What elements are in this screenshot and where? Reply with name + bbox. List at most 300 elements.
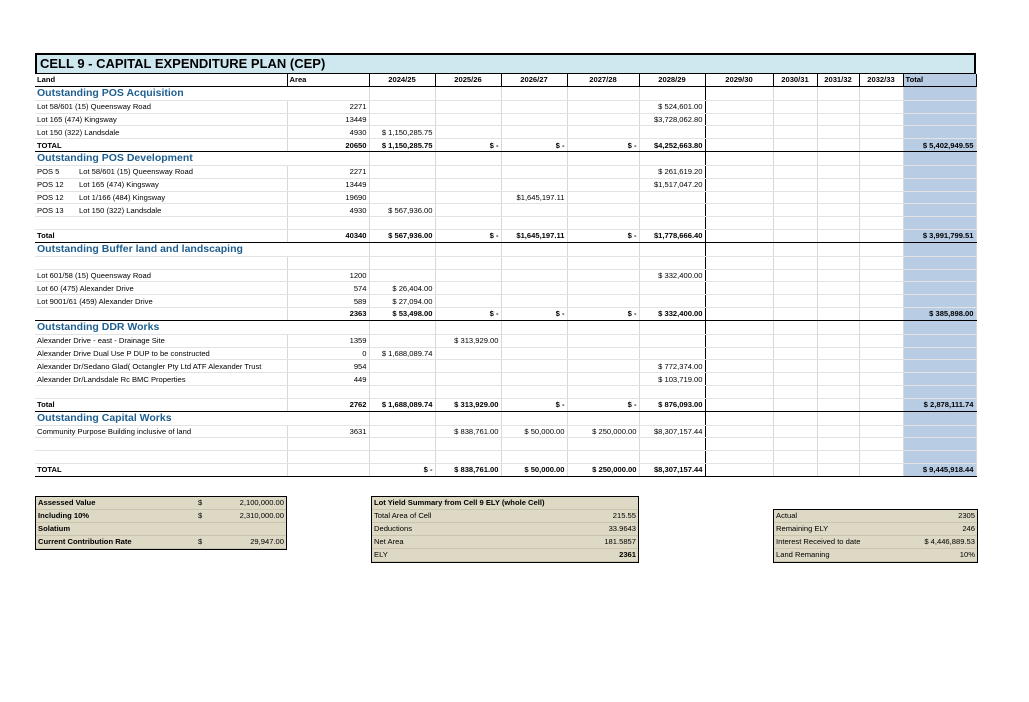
area-cell[interactable]: 4930 <box>287 204 369 217</box>
total-amount-cell[interactable] <box>903 451 976 464</box>
amount-cell[interactable]: $ 838,761.00 <box>435 463 501 476</box>
amount-cell[interactable] <box>501 217 567 230</box>
area-cell[interactable] <box>287 385 369 398</box>
amount-cell[interactable] <box>859 126 903 139</box>
area-cell[interactable]: 954 <box>287 360 369 373</box>
amount-cell[interactable] <box>817 295 859 308</box>
amount-cell[interactable]: $ - <box>435 229 501 242</box>
total-amount-cell[interactable]: $ 2,878,111.74 <box>903 398 976 411</box>
area-cell[interactable]: 20650 <box>287 139 369 152</box>
amount-cell[interactable] <box>369 360 435 373</box>
amount-cell[interactable] <box>501 269 567 282</box>
amount-cell[interactable] <box>639 451 705 464</box>
amount-cell[interactable] <box>773 204 817 217</box>
amount-cell[interactable] <box>567 217 639 230</box>
amount-cell[interactable] <box>435 451 501 464</box>
amount-cell[interactable] <box>501 256 567 269</box>
total-amount-cell[interactable] <box>903 269 976 282</box>
area-cell[interactable] <box>287 451 369 464</box>
area-cell[interactable]: 0 <box>287 347 369 360</box>
area-cell[interactable]: 1359 <box>287 334 369 347</box>
amount-cell[interactable] <box>501 451 567 464</box>
amount-cell[interactable] <box>773 191 817 204</box>
amount-cell[interactable] <box>773 463 817 476</box>
amount-cell[interactable] <box>501 113 567 126</box>
amount-cell[interactable]: $ - <box>567 229 639 242</box>
amount-cell[interactable] <box>705 425 773 438</box>
amount-cell[interactable] <box>705 282 773 295</box>
amount-cell[interactable]: $ 524,601.00 <box>639 100 705 113</box>
amount-cell[interactable] <box>817 360 859 373</box>
amount-cell[interactable] <box>369 438 435 451</box>
amount-cell[interactable] <box>705 347 773 360</box>
amount-cell[interactable]: $ 50,000.00 <box>501 425 567 438</box>
amount-cell[interactable] <box>435 347 501 360</box>
total-amount-cell[interactable] <box>903 295 976 308</box>
amount-cell[interactable] <box>859 282 903 295</box>
amount-cell[interactable]: $1,517,047.20 <box>639 178 705 191</box>
area-cell[interactable] <box>287 463 369 476</box>
land-cell[interactable]: Lot 601/58 (15) Queensway Road <box>35 269 287 282</box>
land-cell[interactable] <box>35 256 287 269</box>
amount-cell[interactable] <box>773 295 817 308</box>
amount-cell[interactable] <box>773 282 817 295</box>
amount-cell[interactable] <box>639 295 705 308</box>
amount-cell[interactable]: $4,252,663.80 <box>639 139 705 152</box>
land-cell[interactable] <box>35 204 287 217</box>
amount-cell[interactable] <box>773 139 817 152</box>
amount-cell[interactable] <box>817 463 859 476</box>
amount-cell[interactable] <box>705 100 773 113</box>
amount-cell[interactable]: $ 567,936.00 <box>369 204 435 217</box>
amount-cell[interactable] <box>817 126 859 139</box>
amount-cell[interactable] <box>435 178 501 191</box>
amount-cell[interactable]: $ 103,719.00 <box>639 373 705 386</box>
amount-cell[interactable]: $ 250,000.00 <box>567 463 639 476</box>
land-cell[interactable] <box>35 191 287 204</box>
land-cell[interactable]: Alexander Dr/Sedano Glad( Octangler Pty Ltd ATF Alexander Trust <box>35 360 287 373</box>
amount-cell[interactable] <box>817 385 859 398</box>
amount-cell[interactable]: $ 332,400.00 <box>639 269 705 282</box>
area-cell[interactable]: 13449 <box>287 113 369 126</box>
amount-cell[interactable] <box>369 256 435 269</box>
amount-cell[interactable]: $ 1,688,089.74 <box>369 347 435 360</box>
total-amount-cell[interactable] <box>903 425 976 438</box>
total-amount-cell[interactable] <box>903 256 976 269</box>
amount-cell[interactable] <box>369 451 435 464</box>
amount-cell[interactable] <box>859 178 903 191</box>
amount-cell[interactable] <box>567 360 639 373</box>
amount-cell[interactable] <box>859 347 903 360</box>
amount-cell[interactable] <box>773 256 817 269</box>
amount-cell[interactable] <box>817 100 859 113</box>
total-amount-cell[interactable]: $ 385,898.00 <box>903 307 976 320</box>
amount-cell[interactable] <box>817 347 859 360</box>
area-cell[interactable]: 449 <box>287 373 369 386</box>
amount-cell[interactable] <box>817 113 859 126</box>
amount-cell[interactable] <box>639 217 705 230</box>
amount-cell[interactable]: $ - <box>369 463 435 476</box>
total-amount-cell[interactable] <box>903 100 976 113</box>
amount-cell[interactable] <box>501 100 567 113</box>
amount-cell[interactable] <box>567 126 639 139</box>
amount-cell[interactable] <box>435 295 501 308</box>
amount-cell[interactable] <box>567 191 639 204</box>
amount-cell[interactable] <box>773 451 817 464</box>
amount-cell[interactable]: $ 250,000.00 <box>567 425 639 438</box>
amount-cell[interactable] <box>567 451 639 464</box>
area-cell[interactable] <box>287 438 369 451</box>
amount-cell[interactable] <box>859 191 903 204</box>
amount-cell[interactable] <box>859 295 903 308</box>
amount-cell[interactable] <box>773 229 817 242</box>
total-amount-cell[interactable] <box>903 438 976 451</box>
amount-cell[interactable] <box>501 165 567 178</box>
total-amount-cell[interactable] <box>903 113 976 126</box>
amount-cell[interactable] <box>817 191 859 204</box>
amount-cell[interactable] <box>369 334 435 347</box>
land-cell[interactable]: Total <box>35 398 287 411</box>
total-amount-cell[interactable] <box>903 360 976 373</box>
area-cell[interactable]: 3631 <box>287 425 369 438</box>
amount-cell[interactable] <box>705 217 773 230</box>
amount-cell[interactable]: $ 261,619.20 <box>639 165 705 178</box>
area-cell[interactable]: 2271 <box>287 100 369 113</box>
amount-cell[interactable] <box>773 165 817 178</box>
total-amount-cell[interactable]: $ 5,402,949.55 <box>903 139 976 152</box>
amount-cell[interactable] <box>817 425 859 438</box>
amount-cell[interactable] <box>817 204 859 217</box>
amount-cell[interactable] <box>501 438 567 451</box>
amount-cell[interactable] <box>435 282 501 295</box>
amount-cell[interactable]: $8,307,157.44 <box>639 425 705 438</box>
amount-cell[interactable] <box>817 178 859 191</box>
amount-cell[interactable] <box>859 256 903 269</box>
amount-cell[interactable] <box>859 398 903 411</box>
land-cell[interactable]: Lot 165 (474) Kingsway <box>35 113 287 126</box>
total-amount-cell[interactable] <box>903 178 976 191</box>
amount-cell[interactable] <box>567 178 639 191</box>
amount-cell[interactable] <box>859 463 903 476</box>
amount-cell[interactable] <box>817 165 859 178</box>
amount-cell[interactable] <box>567 165 639 178</box>
amount-cell[interactable] <box>567 438 639 451</box>
amount-cell[interactable] <box>859 229 903 242</box>
amount-cell[interactable] <box>501 204 567 217</box>
amount-cell[interactable]: $ - <box>501 398 567 411</box>
amount-cell[interactable] <box>501 373 567 386</box>
amount-cell[interactable] <box>705 191 773 204</box>
amount-cell[interactable] <box>859 165 903 178</box>
amount-cell[interactable] <box>435 113 501 126</box>
amount-cell[interactable] <box>567 334 639 347</box>
amount-cell[interactable] <box>501 360 567 373</box>
area-cell[interactable]: 4930 <box>287 126 369 139</box>
total-amount-cell[interactable] <box>903 347 976 360</box>
amount-cell[interactable] <box>817 307 859 320</box>
amount-cell[interactable] <box>817 398 859 411</box>
amount-cell[interactable] <box>639 191 705 204</box>
amount-cell[interactable] <box>705 126 773 139</box>
total-amount-cell[interactable]: $ 3,991,799.51 <box>903 229 976 242</box>
amount-cell[interactable] <box>859 334 903 347</box>
amount-cell[interactable]: $ - <box>567 139 639 152</box>
land-cell[interactable]: Lot 60 (475) Alexander Drive <box>35 282 287 295</box>
amount-cell[interactable]: $ 838,761.00 <box>435 425 501 438</box>
total-amount-cell[interactable] <box>903 282 976 295</box>
amount-cell[interactable] <box>705 165 773 178</box>
amount-cell[interactable] <box>501 295 567 308</box>
land-cell[interactable]: TOTAL <box>35 139 287 152</box>
amount-cell[interactable] <box>501 282 567 295</box>
amount-cell[interactable] <box>705 204 773 217</box>
amount-cell[interactable] <box>567 347 639 360</box>
area-cell[interactable]: 2363 <box>287 307 369 320</box>
amount-cell[interactable]: $ 53,498.00 <box>369 307 435 320</box>
land-cell[interactable]: TOTAL <box>35 463 287 476</box>
amount-cell[interactable] <box>705 360 773 373</box>
amount-cell[interactable] <box>817 451 859 464</box>
amount-cell[interactable]: $ 313,929.00 <box>435 398 501 411</box>
amount-cell[interactable] <box>817 217 859 230</box>
amount-cell[interactable] <box>567 373 639 386</box>
amount-cell[interactable] <box>705 229 773 242</box>
amount-cell[interactable]: $ 1,688,089.74 <box>369 398 435 411</box>
amount-cell[interactable] <box>859 438 903 451</box>
amount-cell[interactable] <box>773 425 817 438</box>
amount-cell[interactable] <box>859 360 903 373</box>
amount-cell[interactable] <box>435 217 501 230</box>
amount-cell[interactable] <box>817 269 859 282</box>
amount-cell[interactable] <box>773 178 817 191</box>
area-cell[interactable]: 40340 <box>287 229 369 242</box>
amount-cell[interactable] <box>773 438 817 451</box>
amount-cell[interactable] <box>859 113 903 126</box>
land-cell[interactable]: Total <box>35 229 287 242</box>
area-cell[interactable] <box>287 217 369 230</box>
amount-cell[interactable] <box>773 100 817 113</box>
land-cell[interactable] <box>35 307 287 320</box>
land-cell[interactable] <box>35 178 287 191</box>
amount-cell[interactable] <box>705 256 773 269</box>
land-cell[interactable] <box>35 165 287 178</box>
amount-cell[interactable] <box>567 295 639 308</box>
amount-cell[interactable] <box>859 373 903 386</box>
land-cell[interactable]: Alexander Dr/Landsdale Rc BMC Properties <box>35 373 287 386</box>
amount-cell[interactable]: $ 567,936.00 <box>369 229 435 242</box>
amount-cell[interactable] <box>639 385 705 398</box>
land-cell[interactable] <box>35 438 287 451</box>
amount-cell[interactable] <box>859 217 903 230</box>
amount-cell[interactable] <box>369 100 435 113</box>
amount-cell[interactable]: $ 27,094.00 <box>369 295 435 308</box>
amount-cell[interactable]: $ - <box>567 307 639 320</box>
amount-cell[interactable] <box>435 373 501 386</box>
amount-cell[interactable] <box>859 269 903 282</box>
amount-cell[interactable]: $1,778,666.40 <box>639 229 705 242</box>
amount-cell[interactable] <box>369 178 435 191</box>
amount-cell[interactable] <box>639 204 705 217</box>
amount-cell[interactable] <box>639 256 705 269</box>
amount-cell[interactable] <box>705 463 773 476</box>
amount-cell[interactable] <box>435 360 501 373</box>
amount-cell[interactable] <box>567 204 639 217</box>
amount-cell[interactable] <box>639 347 705 360</box>
amount-cell[interactable] <box>369 191 435 204</box>
total-amount-cell[interactable] <box>903 217 976 230</box>
amount-cell[interactable] <box>859 204 903 217</box>
area-cell[interactable]: 2762 <box>287 398 369 411</box>
area-cell[interactable]: 13449 <box>287 178 369 191</box>
area-cell[interactable]: 1200 <box>287 269 369 282</box>
area-cell[interactable]: 589 <box>287 295 369 308</box>
amount-cell[interactable] <box>435 100 501 113</box>
amount-cell[interactable]: $ 313,929.00 <box>435 334 501 347</box>
amount-cell[interactable] <box>705 451 773 464</box>
amount-cell[interactable] <box>435 165 501 178</box>
area-cell[interactable]: 19690 <box>287 191 369 204</box>
amount-cell[interactable] <box>859 139 903 152</box>
amount-cell[interactable] <box>567 282 639 295</box>
amount-cell[interactable] <box>501 385 567 398</box>
amount-cell[interactable]: $ 1,150,285.75 <box>369 139 435 152</box>
amount-cell[interactable] <box>501 178 567 191</box>
amount-cell[interactable] <box>639 126 705 139</box>
amount-cell[interactable] <box>859 451 903 464</box>
area-cell[interactable] <box>287 256 369 269</box>
amount-cell[interactable] <box>705 307 773 320</box>
amount-cell[interactable] <box>773 334 817 347</box>
amount-cell[interactable] <box>705 334 773 347</box>
total-amount-cell[interactable] <box>903 334 976 347</box>
amount-cell[interactable] <box>369 373 435 386</box>
amount-cell[interactable] <box>817 139 859 152</box>
amount-cell[interactable] <box>859 385 903 398</box>
amount-cell[interactable] <box>859 425 903 438</box>
land-cell[interactable]: Lot 58/601 (15) Queensway Road <box>35 100 287 113</box>
amount-cell[interactable] <box>567 100 639 113</box>
amount-cell[interactable]: $ - <box>435 139 501 152</box>
amount-cell[interactable] <box>773 126 817 139</box>
amount-cell[interactable]: $ - <box>435 307 501 320</box>
amount-cell[interactable] <box>567 269 639 282</box>
total-amount-cell[interactable] <box>903 165 976 178</box>
amount-cell[interactable] <box>817 438 859 451</box>
land-cell[interactable]: Lot 9001/61 (459) Alexander Drive <box>35 295 287 308</box>
amount-cell[interactable] <box>369 425 435 438</box>
amount-cell[interactable] <box>773 347 817 360</box>
amount-cell[interactable] <box>435 438 501 451</box>
amount-cell[interactable]: $1,645,197.11 <box>501 191 567 204</box>
amount-cell[interactable] <box>639 282 705 295</box>
amount-cell[interactable]: $1,645,197.11 <box>501 229 567 242</box>
amount-cell[interactable] <box>773 217 817 230</box>
amount-cell[interactable] <box>639 334 705 347</box>
amount-cell[interactable] <box>705 139 773 152</box>
land-cell[interactable] <box>35 217 287 230</box>
land-cell[interactable]: Community Purpose Building inclusive of land <box>35 425 287 438</box>
amount-cell[interactable] <box>435 385 501 398</box>
total-amount-cell[interactable] <box>903 204 976 217</box>
amount-cell[interactable] <box>773 113 817 126</box>
amount-cell[interactable] <box>817 334 859 347</box>
amount-cell[interactable] <box>705 373 773 386</box>
amount-cell[interactable] <box>639 438 705 451</box>
amount-cell[interactable] <box>773 385 817 398</box>
amount-cell[interactable] <box>705 438 773 451</box>
amount-cell[interactable] <box>435 204 501 217</box>
amount-cell[interactable]: $ - <box>567 398 639 411</box>
amount-cell[interactable] <box>435 126 501 139</box>
land-cell[interactable]: Alexander Drive Dual Use P DUP to be constructed <box>35 347 287 360</box>
area-cell[interactable]: 574 <box>287 282 369 295</box>
amount-cell[interactable]: $ - <box>501 307 567 320</box>
amount-cell[interactable] <box>773 360 817 373</box>
amount-cell[interactable]: $ 332,400.00 <box>639 307 705 320</box>
amount-cell[interactable] <box>705 113 773 126</box>
amount-cell[interactable] <box>705 269 773 282</box>
amount-cell[interactable] <box>567 256 639 269</box>
amount-cell[interactable] <box>773 307 817 320</box>
amount-cell[interactable] <box>705 295 773 308</box>
amount-cell[interactable] <box>369 269 435 282</box>
amount-cell[interactable] <box>817 373 859 386</box>
amount-cell[interactable] <box>567 385 639 398</box>
total-amount-cell[interactable] <box>903 126 976 139</box>
total-amount-cell[interactable] <box>903 373 976 386</box>
amount-cell[interactable]: $3,728,062.80 <box>639 113 705 126</box>
amount-cell[interactable]: $8,307,157.44 <box>639 463 705 476</box>
amount-cell[interactable] <box>369 217 435 230</box>
amount-cell[interactable] <box>773 373 817 386</box>
amount-cell[interactable] <box>773 269 817 282</box>
amount-cell[interactable]: $ 50,000.00 <box>501 463 567 476</box>
land-cell[interactable] <box>35 451 287 464</box>
amount-cell[interactable] <box>435 191 501 204</box>
amount-cell[interactable] <box>435 256 501 269</box>
amount-cell[interactable] <box>773 398 817 411</box>
total-amount-cell[interactable]: $ 9,445,918.44 <box>903 463 976 476</box>
amount-cell[interactable]: $ 1,150,285.75 <box>369 126 435 139</box>
amount-cell[interactable] <box>369 385 435 398</box>
total-amount-cell[interactable] <box>903 385 976 398</box>
amount-cell[interactable] <box>859 307 903 320</box>
amount-cell[interactable] <box>501 126 567 139</box>
amount-cell[interactable] <box>567 113 639 126</box>
amount-cell[interactable]: $ - <box>501 139 567 152</box>
amount-cell[interactable]: $ 876,093.00 <box>639 398 705 411</box>
amount-cell[interactable] <box>369 113 435 126</box>
amount-cell[interactable] <box>369 165 435 178</box>
amount-cell[interactable] <box>705 385 773 398</box>
amount-cell[interactable] <box>705 398 773 411</box>
land-cell[interactable]: Alexander Drive - east - Drainage Site <box>35 334 287 347</box>
amount-cell[interactable] <box>705 178 773 191</box>
amount-cell[interactable] <box>435 269 501 282</box>
land-cell[interactable]: Lot 150 (322) Landsdale <box>35 126 287 139</box>
amount-cell[interactable] <box>817 229 859 242</box>
amount-cell[interactable] <box>501 334 567 347</box>
area-cell[interactable]: 2271 <box>287 165 369 178</box>
land-cell[interactable] <box>35 385 287 398</box>
amount-cell[interactable] <box>817 256 859 269</box>
amount-cell[interactable] <box>817 282 859 295</box>
amount-cell[interactable] <box>859 100 903 113</box>
amount-cell[interactable]: $ 772,374.00 <box>639 360 705 373</box>
amount-cell[interactable]: $ 26,404.00 <box>369 282 435 295</box>
total-amount-cell[interactable] <box>903 191 976 204</box>
amount-cell[interactable] <box>501 347 567 360</box>
